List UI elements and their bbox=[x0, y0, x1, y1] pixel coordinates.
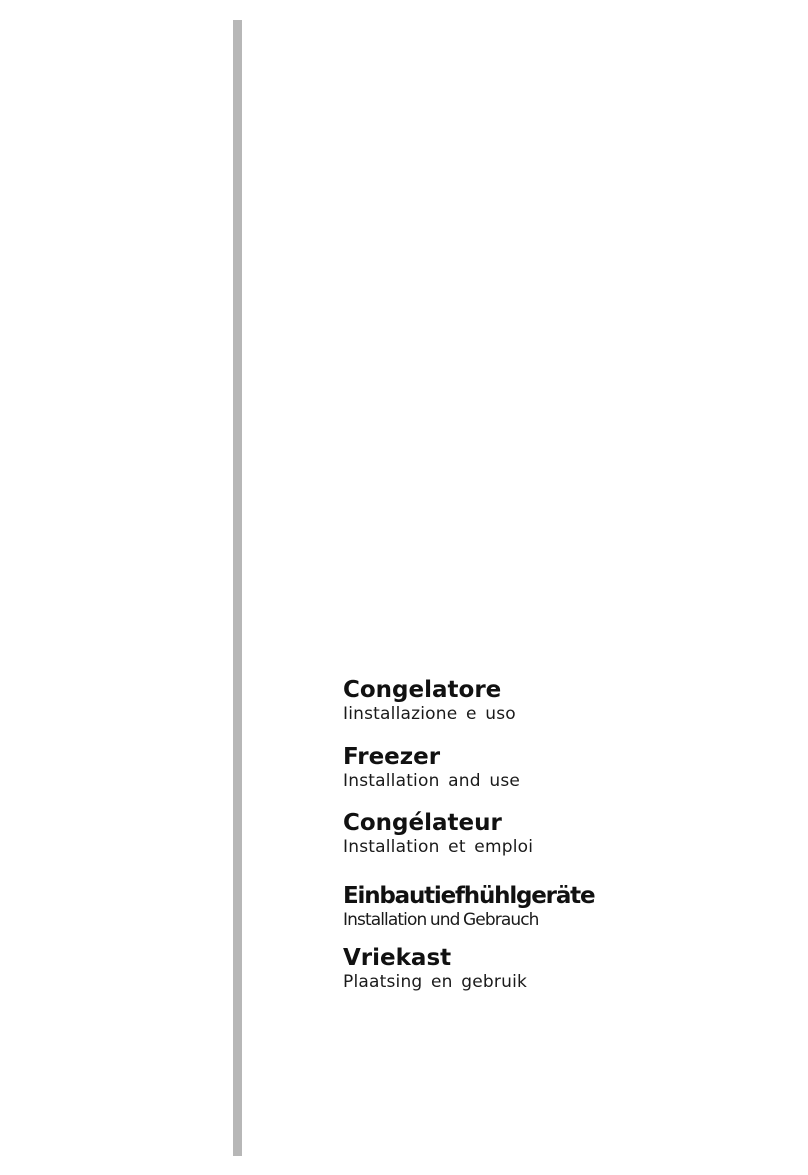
entry-subtitle-german: Installation und Gebrauch bbox=[343, 910, 539, 930]
entry-title-english: Freezer bbox=[343, 744, 441, 770]
entry-french bbox=[343, 809, 533, 857]
entry-title-german: Einbautiefhühlgeräte bbox=[343, 883, 595, 909]
entry-title-french: Congélateur bbox=[343, 810, 502, 836]
entry-german bbox=[343, 882, 594, 930]
entry-title-dutch: Vriekast bbox=[343, 945, 452, 971]
entry-title-italian: Congelatore bbox=[343, 677, 502, 703]
entry-italian bbox=[343, 676, 516, 724]
entry-subtitle-english: Installation and use bbox=[343, 771, 521, 791]
entry-english bbox=[343, 743, 520, 791]
entry-dutch bbox=[343, 944, 527, 992]
entry-subtitle-dutch: Plaatsing en gebruik bbox=[343, 972, 528, 992]
vertical-rule bbox=[233, 20, 242, 1156]
entry-subtitle-italian: Iinstallazione e uso bbox=[343, 704, 516, 724]
entry-subtitle-french: Installation et emploi bbox=[343, 837, 534, 857]
